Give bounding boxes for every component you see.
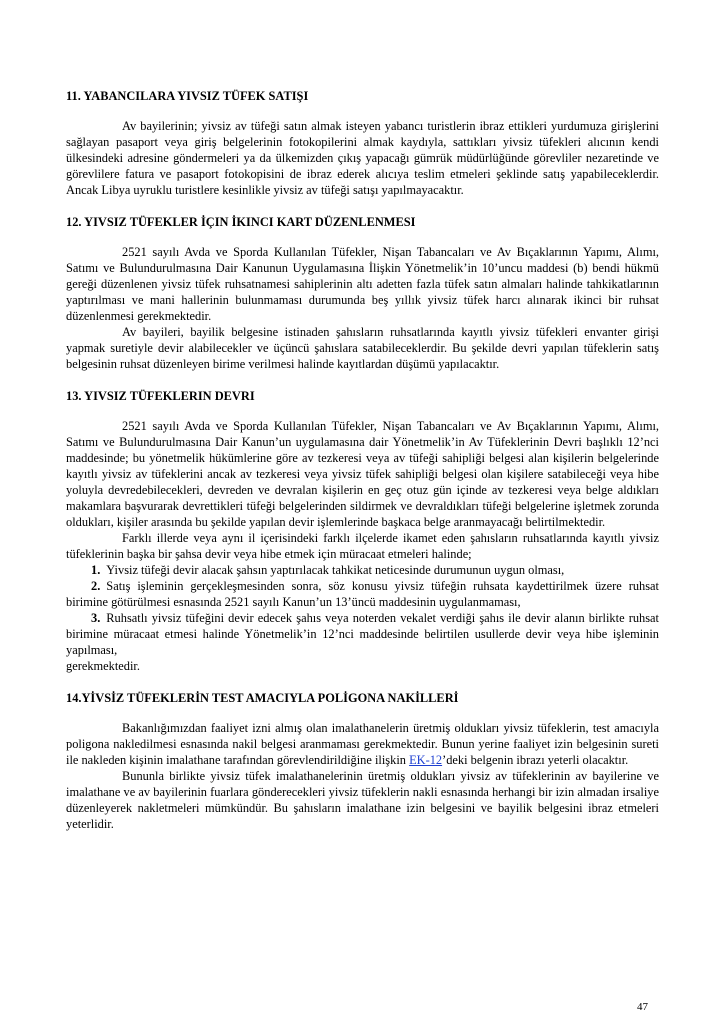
section-14-paragraph-1-text: Bakanlığımızdan faaliyet izni almış olan imalathanelerin üretmiş oldukları yivsiz tüfeklerin, test amacıyla poligona nakledilmesi esnasında nakil belgesi aranmaması gerekmektedir. Bunun yerine faaliyet izin belgesinin sureti ile nakleden kişinin imalathane tarafından görevlendirildiğine ilişkin: [66, 721, 659, 767]
list-item: [66, 578, 659, 610]
list-item-text: Yivsiz tüfeği devir alacak şahsın yaptırılacak tahkikat neticesinde durumunun uygun olması,: [106, 563, 565, 577]
section-13-paragraph-1: 2521 sayılı Avda ve Sporda Kullanılan Tüfekler, Nişan Tabancaları ve Av Bıçaklarının Yapımı, Alımı, Satımı ve Bulundurulmasına Dair Kanun’un uygulamasına dair Yönetmelik’in Av Tüfeklerinin Devri başlıklı 12’nci maddesinde; bu yönetmelik hükümlerine göre av tezkeresi veya av tüfeği sahipliği belgesi alan kişilerin belgelerinde kayıtlı yivsiz av tüfeklerini ancak av tezkeresi veya yivsiz tüfek sahipliği belgesi olan kişilere satabileceği veya hibe yoluyla devredebilecekleri, devreden ve devralan kişilerin en geç otuz gün içinde av tezkeresi veya belge aldıkları makamlara başvurarak devrettikleri tüfeği belgelerinden sildirmek ve devraldıkları tüfeği belgelerine işletmek zorunda oldukları, kişiler arasında bu şekilde yapılan devir işlemlerinde başkaca belge aranmayacağı belirtilmektedir.: [66, 419, 659, 529]
list-item-number: 2.: [91, 579, 101, 593]
list-item-text: Satış işleminin gerçekleşmesinden sonra, söz konusu yivsiz tüfeğin ruhsata kaydettirilmek üzere ruhsat birimine götürülmesi esnasında 2521 sayılı Kanun’un 13’üncü maddesinin uygulanmaması,: [66, 579, 659, 609]
section-11-paragraph-1: Av bayilerinin; yivsiz av tüfeği satın almak isteyen yabancı turistlerin ibraz ettikleri yurdumuza girişlerini sağlayan pasaport veya giriş belgelerinin fotokopilerini almak kaydıyla, sattıkları yivsiz tüfekleri alıcının kendi ülkesindeki adresine göndermeleri ya da ülkemizden çıkış yapacağı gümrük müdürlüğünde görevliler nezaretinde ve görevlilere fatura ve pasaport fotokopisini de ibraz ederek alıcıya teslim etmeleri şeklinde satış yapabileceklerdir. Ancak Libya uyruklu turistlere kesinlikle yivsiz av tüfeği satışı yapılmayacaktır.: [66, 119, 659, 197]
section-14-paragraph-2: Bununla birlikte yivsiz tüfek imalathanelerinin üretmiş oldukları yivsiz av tüfeklerinin av bayilerine ve imalathane ve av bayilerinin fuarlara gönderecekleri yivsiz tüfeklerin nakli esnasında herhangi bir izin almadan irsaliye düzenleyerek nakletmeleri mümkündür. Bu şahısların imalathane izin belgesini ve bayilik belgesini ibraz etmeleri yeterlidir.: [66, 769, 659, 831]
section-14-paragraph-1-tail: ’deki belgenin ibrazı yeterli olacaktır.: [442, 753, 629, 767]
list-item: [66, 610, 659, 658]
section-13-heading: 13. YIVSIZ TÜFEKLERIN DEVRI: [66, 389, 255, 403]
list-item-number: 3.: [91, 611, 101, 625]
list-item: [66, 562, 659, 578]
section-12-paragraph-1: 2521 sayılı Avda ve Sporda Kullanılan Tüfekler, Nişan Tabancaları ve Av Bıçaklarının Yapımı, Alımı, Satımı ve Bulundurulmasına Dair Kanunun Uygulamasına İlişkin Yönetmelik’in 10’uncu maddesi (b) bendi hükmü gereği düzenlenen yivsiz tüfek ruhsatnamesi sahiplerinin altı adetten fazla tüfek satın almaları halinde tahkikatlarının yaptırılması ve mani hallerinin bulunmaması durumunda beş yıllık yivsiz tüfek harcı alınarak ikinci bir ruhsat düzenlenmesi gerekmektedir.: [66, 245, 659, 323]
section-12-paragraph-2: Av bayileri, bayilik belgesine istinaden şahısların ruhsatlarında kayıtlı yivsiz tüfekleri envanter girişi yapmak suretiyle devir alabilecekler ve üçüncü şahıslara satabileceklerdir. Bu şekilde devri yapılan tüfeklerin satış belgesinin ruhsat düzenleyen birime verilmesi halinde kayıtlardan düşümü yapılacaktır.: [66, 325, 659, 371]
section-13-closing: gerekmektedir.: [66, 659, 140, 673]
section-14-heading: 14.YİVSİZ TÜFEKLERİN TEST AMACIYLA POLİGONA NAKİLLERİ: [66, 691, 459, 705]
list-item-number: 1.: [91, 563, 101, 577]
list-item-text: Ruhsatlı yivsiz tüfeğini devir edecek şahıs veya noterden vekalet verdiği şahıs ile devir alanın birlikte ruhsat birimine müracaat etmesi halinde Yönetmelik’in 12’nci maddesinde belirtilen usullerde devir veya hibe işleminin yapılması,: [66, 611, 659, 657]
section-13-paragraph-2: Farklı illerde veya aynı il içerisindeki farklı ilçelerde ikamet eden şahısların ruhsatlarında kayıtlı yivsiz tüfeklerinin başka bir şahsa devir veya hibe etmek için müracaat etmeleri halinde;: [66, 531, 659, 561]
page-content: [66, 88, 659, 832]
page-number: 47: [637, 1001, 648, 1013]
section-14-paragraph-1: [66, 720, 659, 768]
section-11-heading: 11. YABANCILARA YIVSIZ TÜFEK SATIŞI: [66, 89, 309, 103]
ek-12-link[interactable]: EK-12: [409, 753, 443, 767]
section-12-heading: 12. YIVSIZ TÜFEKLER İÇIN İKINCI KART DÜZENLENMESI: [66, 215, 416, 229]
